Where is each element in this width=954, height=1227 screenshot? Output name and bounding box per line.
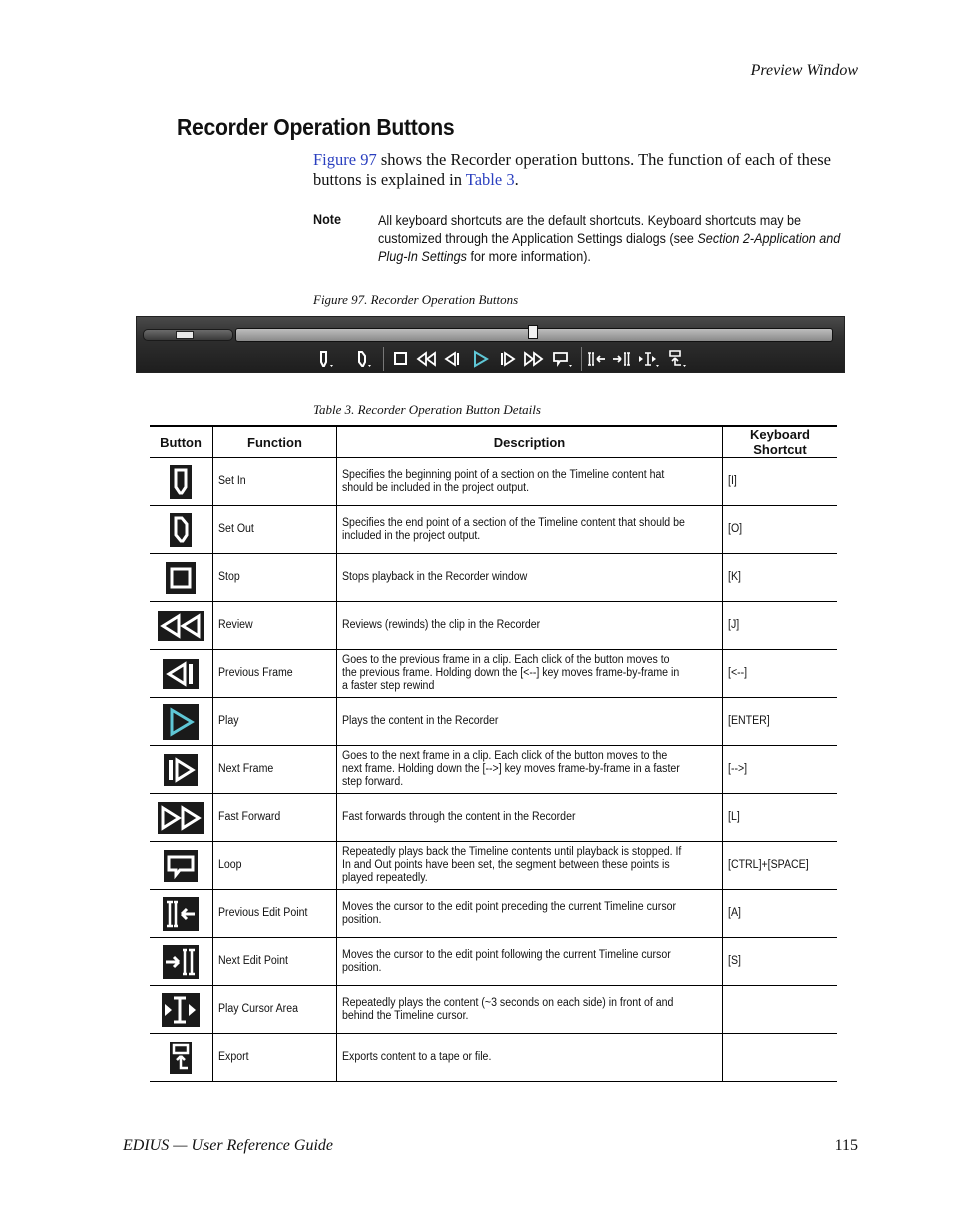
- description: Moves the cursor to the edit point preceding the current Timeline cursor position.: [342, 900, 677, 926]
- play-cursor-area-icon: [162, 993, 200, 1027]
- shortcut: [J]: [728, 619, 740, 631]
- header-keyboard-shortcut: Keyboard Shortcut: [723, 426, 838, 458]
- table-row: [150, 602, 837, 650]
- review-icon: [158, 611, 204, 641]
- note-label: Note: [313, 211, 342, 227]
- figure-link[interactable]: Figure 97: [313, 150, 377, 169]
- running-head: Preview Window: [750, 62, 858, 79]
- intro-text-b: .: [514, 170, 519, 189]
- function-label: Next Frame: [218, 763, 274, 775]
- intro-text-a: shows the Recorder operation buttons. The function of each of these buttons is explained in: [313, 150, 831, 189]
- function-label: Export: [218, 1051, 249, 1063]
- set-out-icon: [170, 513, 192, 547]
- tb-export-button[interactable]: [665, 349, 687, 369]
- function-label: Fast Forward: [218, 811, 281, 823]
- stop-icon: [166, 562, 196, 594]
- shortcut: [S]: [728, 955, 741, 967]
- function-label: Stop: [218, 571, 240, 583]
- shortcut: [O]: [728, 523, 743, 535]
- description: Plays the content in the Recorder: [342, 715, 499, 727]
- table-row: [150, 1034, 837, 1082]
- function-label: Next Edit Point: [218, 955, 288, 967]
- tb-play-button[interactable]: [469, 349, 491, 369]
- recorder-toolbar-figure: [136, 316, 845, 373]
- function-label: Previous Frame: [218, 667, 293, 679]
- shortcut: [A]: [728, 907, 741, 919]
- shortcut: [<--]: [728, 667, 748, 679]
- table-row: [150, 554, 837, 602]
- tb-next-frame-button[interactable]: [497, 349, 519, 369]
- tb-loop-button[interactable]: [551, 349, 573, 369]
- note-text: [378, 211, 846, 265]
- next-frame-icon: [164, 754, 198, 786]
- description: Goes to the next frame in a clip. Each click of the button moves to the next frame. Holding down the [-->] key moves frame-by-frame in a faster step forward.: [342, 750, 680, 788]
- tb-review-button[interactable]: [415, 349, 437, 369]
- shortcut: [L]: [728, 811, 740, 823]
- next-edit-point-icon: [163, 945, 199, 979]
- header-description: Description: [337, 426, 723, 458]
- function-label: Play Cursor Area: [218, 1003, 298, 1015]
- footer-guide-title: EDIUS — User Reference Guide: [123, 1137, 334, 1154]
- page-number: 115: [834, 1137, 858, 1154]
- table-link[interactable]: Table 3: [465, 170, 515, 189]
- function-label: Set In: [218, 475, 246, 487]
- loop-icon: [164, 850, 198, 882]
- header-button: Button: [150, 426, 213, 458]
- figure-caption: Figure 97. Recorder Operation Buttons: [313, 292, 519, 307]
- table-row: [150, 746, 837, 794]
- play-icon: [163, 704, 199, 740]
- export-icon: [170, 1042, 192, 1074]
- previous-edit-point-icon: [163, 897, 199, 931]
- table-row: [150, 938, 837, 986]
- description: Exports content to a tape or file.: [342, 1051, 492, 1063]
- tb-set-out-button[interactable]: [351, 349, 373, 369]
- function-label: Loop: [218, 859, 242, 871]
- toolbar-divider: [581, 347, 582, 371]
- tb-fast-forward-button[interactable]: [523, 349, 545, 369]
- shortcut: [I]: [728, 475, 737, 487]
- fast-forward-icon: [158, 802, 204, 834]
- shortcut: [CTRL]+[SPACE]: [728, 859, 809, 871]
- note-section-ref: Section 2-Application and Plug-In Settings: [378, 230, 841, 264]
- zoom-slider-knob[interactable]: [176, 331, 194, 339]
- function-label: Review: [218, 619, 253, 631]
- intro-paragraph: [313, 150, 858, 190]
- set-in-icon: [170, 465, 192, 499]
- table-row: [150, 986, 837, 1034]
- table-row: [150, 506, 837, 554]
- description: Fast forwards through the content in the Recorder: [342, 811, 576, 823]
- description: Moves the cursor to the edit point following the current Timeline cursor position.: [342, 948, 671, 974]
- table-row: [150, 794, 837, 842]
- table-row: [150, 458, 837, 506]
- description: Repeatedly plays back the Timeline contents until playback is stopped. If In and Out points have been set, the segment between these points is played repeatedly.: [342, 846, 682, 884]
- description: Specifies the end point of a section of the Timeline content that should be included in the project output.: [342, 516, 685, 542]
- note-text-a: All keyboard shortcuts are the default shortcuts. Keyboard shortcuts may be customized through the Application Settings dialogs (see: [378, 212, 802, 246]
- description: Stops playback in the Recorder window: [342, 571, 528, 583]
- recorder-button-row: [313, 347, 733, 371]
- table-caption: Table 3. Recorder Operation Button Details: [313, 402, 541, 417]
- timeline-scrubber[interactable]: [235, 328, 833, 342]
- zoom-slider[interactable]: [143, 329, 233, 341]
- table-row: [150, 890, 837, 938]
- description: Specifies the beginning point of a section on the Timeline content hat should be included in the project output.: [342, 468, 665, 494]
- toolbar-divider: [383, 347, 384, 371]
- description: Reviews (rewinds) the clip in the Recorder: [342, 619, 541, 631]
- shortcut: [K]: [728, 571, 741, 583]
- shortcut: [ENTER]: [728, 715, 770, 727]
- table-row: [150, 650, 837, 698]
- tb-set-in-button[interactable]: [313, 349, 335, 369]
- function-label: Set Out: [218, 523, 254, 535]
- description: Goes to the previous frame in a clip. Each click of the button moves to the previous frame. Holding down the [<--] key moves frame-by-frame in a faster step rewind: [342, 654, 680, 692]
- description: Repeatedly plays the content (~3 seconds on each side) in front of and behind the Timeline cursor.: [342, 996, 674, 1022]
- tb-play-cursor-area-button[interactable]: [637, 349, 659, 369]
- note-text-b: for more information).: [466, 248, 591, 264]
- header-function: Function: [213, 426, 337, 458]
- table-row: [150, 842, 837, 890]
- table-row: [150, 698, 837, 746]
- shortcut: [-->]: [728, 763, 748, 775]
- tb-previous-edit-point-button[interactable]: [585, 349, 607, 369]
- timeline-cursor[interactable]: [528, 325, 538, 339]
- button-details-table: [150, 425, 837, 1082]
- function-label: Play: [218, 715, 239, 727]
- function-label: Previous Edit Point: [218, 907, 308, 919]
- previous-frame-icon: [163, 659, 199, 689]
- tb-next-edit-point-button[interactable]: [611, 349, 633, 369]
- tb-previous-frame-button[interactable]: [441, 349, 463, 369]
- tb-stop-button[interactable]: [389, 349, 411, 369]
- section-title: Recorder Operation Buttons: [177, 114, 455, 140]
